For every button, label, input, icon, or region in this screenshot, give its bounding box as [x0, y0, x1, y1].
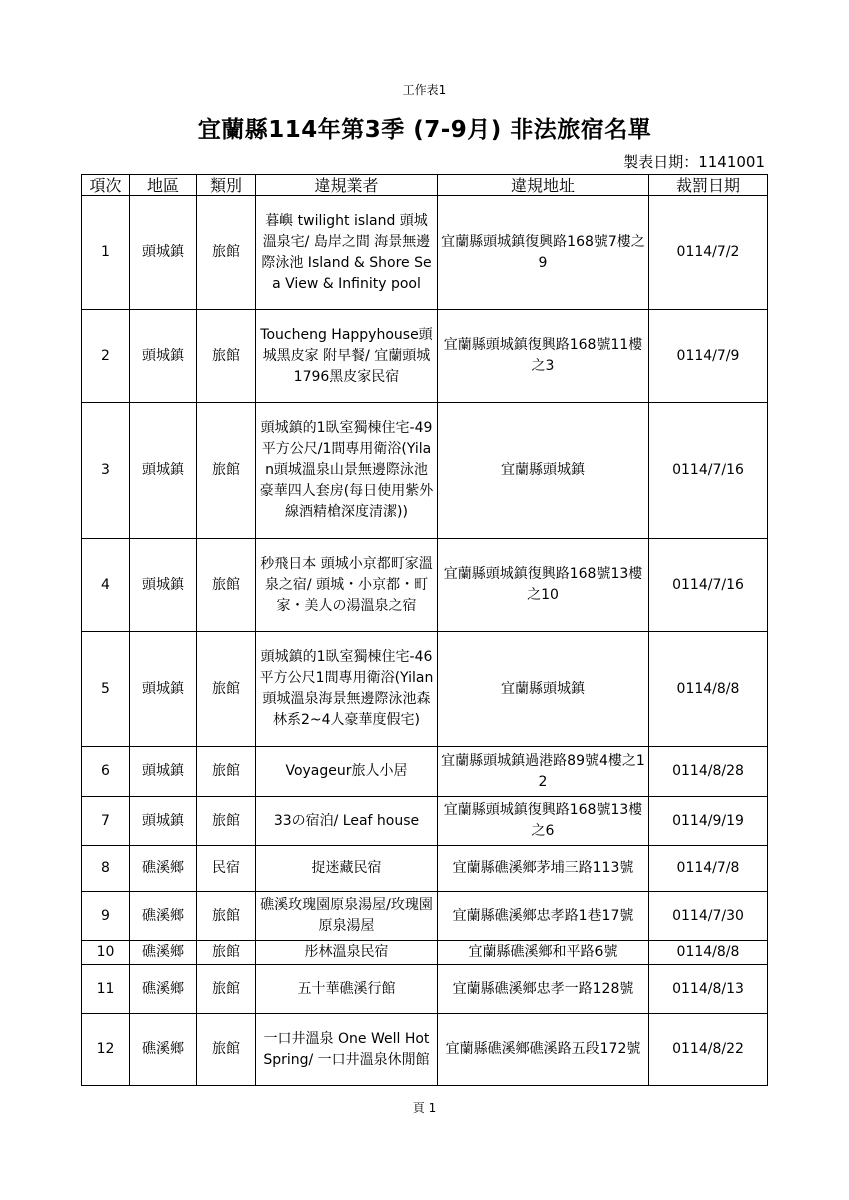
row-type: 旅館	[197, 1014, 256, 1086]
row-area: 礁溪鄉	[130, 846, 197, 892]
document-title: 宜蘭縣114年第3季 (7-9月) 非法旅宿名單	[197, 117, 652, 143]
table-row	[82, 941, 768, 965]
illegal-lodging-table	[81, 174, 768, 1086]
row-type: 民宿	[197, 846, 256, 892]
row-no: 2	[82, 310, 130, 403]
table-row	[82, 632, 768, 747]
row-no: 4	[82, 539, 130, 632]
row-area: 頭城鎮	[130, 747, 197, 797]
row-area: 頭城鎮	[130, 310, 197, 403]
row-no: 6	[82, 747, 130, 797]
row-no: 1	[82, 196, 130, 310]
row-business-name: 33の宿泊/ Leaf house	[256, 797, 438, 846]
row-business-name: 礁溪玫瑰園原泉湯屋/玫瑰園原泉湯屋	[256, 892, 438, 941]
row-no: 3	[82, 403, 130, 539]
row-area: 礁溪鄉	[130, 1014, 197, 1086]
row-address: 宜蘭縣礁溪鄉和平路6號	[438, 941, 649, 965]
sheet-name: 工作表1	[402, 83, 447, 97]
row-date: 0114/7/9	[649, 310, 768, 403]
row-address: 宜蘭縣頭城鎮	[438, 403, 649, 539]
row-type: 旅館	[197, 797, 256, 846]
table-row	[82, 310, 768, 403]
row-business-name: 五十華礁溪行館	[256, 965, 438, 1014]
row-type: 旅館	[197, 539, 256, 632]
row-date: 0114/8/22	[649, 1014, 768, 1086]
header-business-name: 違規業者	[256, 175, 438, 196]
row-business-name: Voyageur旅人小居	[256, 747, 438, 797]
row-address: 宜蘭縣頭城鎮復興路168號13樓之10	[438, 539, 649, 632]
table-row	[82, 965, 768, 1014]
row-date: 0114/7/2	[649, 196, 768, 310]
row-area: 礁溪鄉	[130, 965, 197, 1014]
page-number: 頁 1	[412, 1101, 437, 1115]
row-date: 0114/7/16	[649, 539, 768, 632]
made-date: 製表日期：1141001	[623, 153, 765, 171]
table-row	[82, 403, 768, 539]
header-penalty-date: 裁罰日期	[649, 175, 768, 196]
row-area: 頭城鎮	[130, 539, 197, 632]
table-row	[82, 892, 768, 941]
row-area: 頭城鎮	[130, 797, 197, 846]
row-business-name: 彤林溫泉民宿	[256, 941, 438, 965]
header-type: 類別	[197, 175, 256, 196]
row-business-name: Toucheng Happyhouse頭城黑皮家 附早餐/ 宜蘭頭城1796黑皮家民宿	[256, 310, 438, 403]
table-row	[82, 539, 768, 632]
row-no: 8	[82, 846, 130, 892]
table-row	[82, 747, 768, 797]
row-no: 7	[82, 797, 130, 846]
row-business-name: 頭城鎮的1臥室獨棟住宅-49平方公尺/1間專用衛浴(Yilan頭城溫泉山景無邊際泳池豪華四人套房(每日使用紫外線酒精槍深度清潔))	[256, 403, 438, 539]
row-business-name: 秒飛日本 頭城小京都町家溫泉之宿/ 頭城・小京都・町家・美人の湯溫泉之宿	[256, 539, 438, 632]
row-type: 旅館	[197, 747, 256, 797]
row-date: 0114/8/8	[649, 632, 768, 747]
row-address: 宜蘭縣頭城鎮過港路89號4樓之12	[438, 747, 649, 797]
row-no: 5	[82, 632, 130, 747]
row-area: 頭城鎮	[130, 403, 197, 539]
row-business-name: 捉迷藏民宿	[256, 846, 438, 892]
row-date: 0114/8/28	[649, 747, 768, 797]
row-area: 頭城鎮	[130, 196, 197, 310]
row-type: 旅館	[197, 965, 256, 1014]
row-type: 旅館	[197, 196, 256, 310]
row-area: 礁溪鄉	[130, 892, 197, 941]
row-address: 宜蘭縣礁溪鄉茅埔三路113號	[438, 846, 649, 892]
table-header-row	[82, 175, 768, 196]
row-date: 0114/7/16	[649, 403, 768, 539]
header-item-no: 項次	[82, 175, 130, 196]
row-type: 旅館	[197, 310, 256, 403]
row-address: 宜蘭縣頭城鎮	[438, 632, 649, 747]
row-date: 0114/7/8	[649, 846, 768, 892]
header-address: 違規地址	[438, 175, 649, 196]
table-row	[82, 846, 768, 892]
row-date: 0114/7/30	[649, 892, 768, 941]
row-type: 旅館	[197, 632, 256, 747]
row-no: 9	[82, 892, 130, 941]
table-row	[82, 797, 768, 846]
row-date: 0114/8/13	[649, 965, 768, 1014]
row-no: 11	[82, 965, 130, 1014]
row-business-name: 一口井溫泉 One Well Hot Spring/ 一口井溫泉休閒館	[256, 1014, 438, 1086]
row-address: 宜蘭縣礁溪鄉礁溪路五段172號	[438, 1014, 649, 1086]
row-no: 12	[82, 1014, 130, 1086]
row-type: 旅館	[197, 403, 256, 539]
row-business-name: 頭城鎮的1臥室獨棟住宅-46平方公尺1間專用衛浴(Yilan頭城溫泉海景無邊際泳池森林系2~4人豪華度假宅)	[256, 632, 438, 747]
row-address: 宜蘭縣礁溪鄉忠孝一路128號	[438, 965, 649, 1014]
row-no: 10	[82, 941, 130, 965]
table-row	[82, 196, 768, 310]
row-date: 0114/9/19	[649, 797, 768, 846]
row-area: 頭城鎮	[130, 632, 197, 747]
table-row	[82, 1014, 768, 1086]
row-address: 宜蘭縣礁溪鄉忠孝路1巷17號	[438, 892, 649, 941]
header-area: 地區	[130, 175, 197, 196]
row-address: 宜蘭縣頭城鎮復興路168號13樓之6	[438, 797, 649, 846]
row-area: 礁溪鄉	[130, 941, 197, 965]
row-type: 旅館	[197, 941, 256, 965]
row-address: 宜蘭縣頭城鎮復興路168號11樓之3	[438, 310, 649, 403]
row-date: 0114/8/8	[649, 941, 768, 965]
row-type: 旅館	[197, 892, 256, 941]
row-business-name: 暮嶼 twilight island 頭城溫泉宅/ 島岸之間 海景無邊際泳池 Island & Shore Sea View & Infinity pool	[256, 196, 438, 310]
row-address: 宜蘭縣頭城鎮復興路168號7樓之9	[438, 196, 649, 310]
